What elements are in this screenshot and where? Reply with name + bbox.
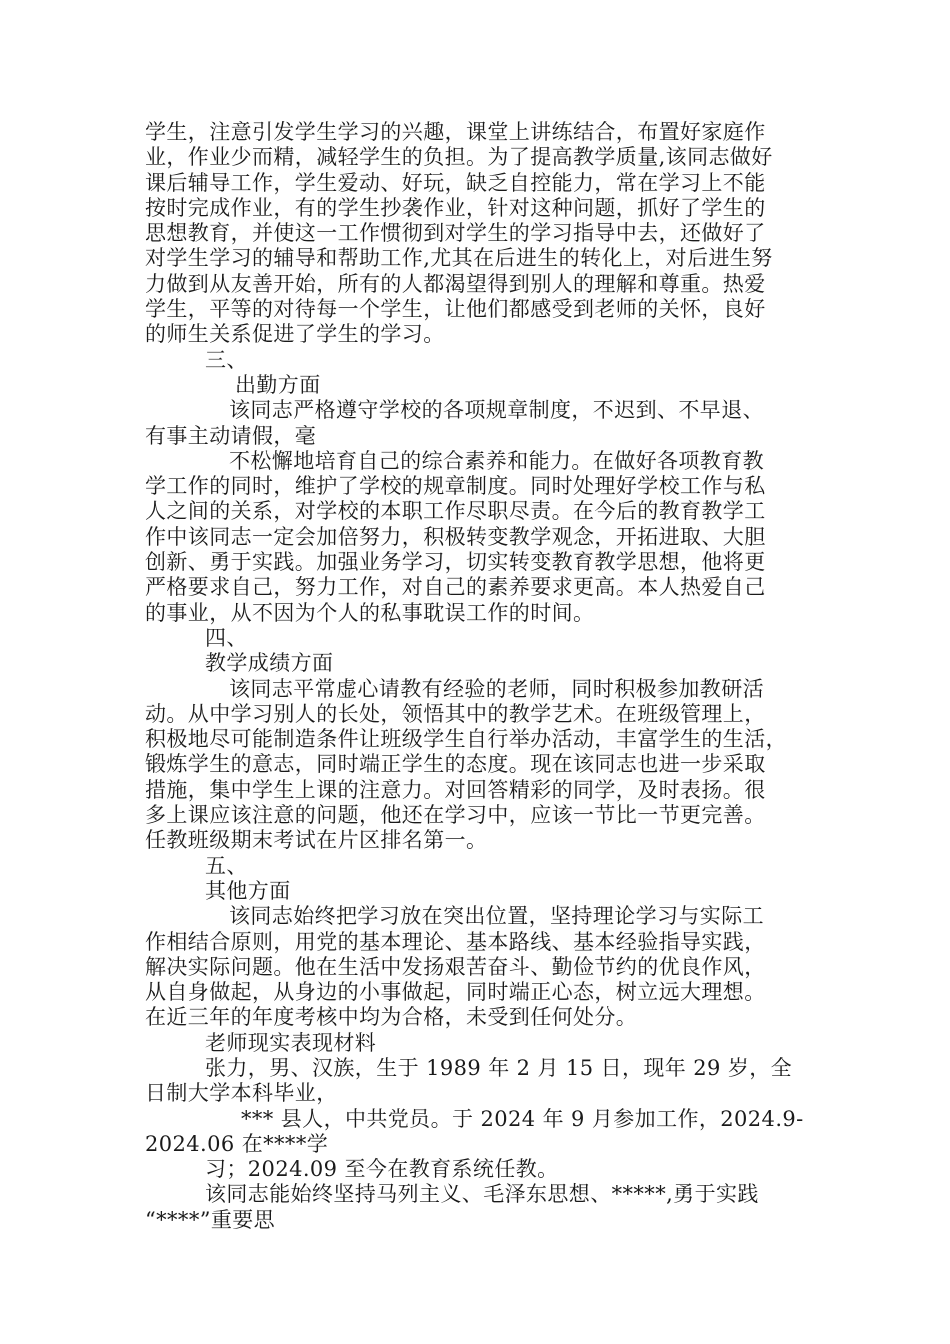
text-line: 对学生学习的辅导和帮助工作,尤其在后进生的转化上，对后进生努 [145, 246, 773, 271]
text-line: 2024.06 在****学 [145, 1131, 329, 1156]
text-line: 锻炼学生的意志，同时端正学生的态度。现在该同志也进一步采取 [145, 752, 766, 777]
text-line: 力做到从友善开始，所有的人都渴望得到别人的理解和尊重。热爱 [145, 271, 766, 296]
text-line: 动。从中学习别人的长处，领悟其中的教学艺术。在班级管理上， [145, 701, 766, 726]
text-line: 多上课应该注意的问题，他还在学习中，应该一节比一节更完善。 [145, 803, 766, 828]
text-line: 的师生关系促进了学生的学习。 [145, 322, 445, 347]
text-line: 该同志严格遵守学校的各项规章制度，不迟到、不早退、 [229, 398, 764, 423]
section-number: 五、 [205, 853, 248, 878]
text-line: 学生，平等的对待每一个学生，让他们都感受到老师的关怀，良好 [145, 297, 766, 322]
text-line: 任教班级期末考试在片区排名第一。 [145, 828, 488, 853]
text-line: 该同志平常虚心请教有经验的老师，同时积极参加教研活 [229, 676, 764, 701]
text-line: 严格要求自己，努力工作，对自己的素养要求更高。本人热爱自己 [145, 575, 766, 600]
section-heading: 出勤方面 [235, 372, 321, 397]
text-line: 该同志始终把学习放在突出位置，坚持理论学习与实际工 [229, 904, 764, 929]
text-line: 作中该同志一定会加倍努力，积极转变教学观念，开拓进取、大胆 [145, 524, 766, 549]
text-line: 按时完成作业，有的学生抄袭作业，针对这种问题，抓好了学生的 [145, 195, 766, 220]
text-line: 不松懈地培育自己的综合素养和能力。在做好各项教育教 [229, 448, 764, 473]
text-line: 有事主动请假，毫 [145, 423, 317, 448]
text-line: 作相结合原则，用党的基本理论、基本路线、基本经验指导实践， [145, 929, 766, 954]
text-line: 习；2024.09 至今在教育系统任教。 [205, 1157, 559, 1182]
section-number: 三、 [205, 347, 248, 372]
section-heading: 其他方面 [205, 878, 291, 903]
text-line: 创新、勇于实践。加强业务学习，切实转变教育教学思想，他将更 [145, 550, 766, 575]
text-line: 措施，集中学生上课的注意力。对回答精彩的同学，及时表扬。很 [145, 777, 766, 802]
text-line: 该同志能始终坚持马列主义、毛泽东思想、*****,勇于实践 [205, 1182, 759, 1207]
text-line: 思想教育，并使这一工作惯彻到对学生的学习指导中去，还做好了 [145, 221, 766, 246]
text-line: 解决实际问题。他在生活中发扬艰苦奋斗、勤俭节约的优良作风， [145, 954, 766, 979]
section-number: 四、 [205, 625, 248, 650]
text-line: 在近三年的年度考核中均为合格，未受到任何处分。 [145, 1005, 638, 1030]
text-line: 学生，注意引发学生学习的兴趣，课堂上讲练结合，布置好家庭作 [145, 120, 766, 144]
text-line: 日制大学本科毕业， [145, 1081, 338, 1106]
text-line: 从自身做起，从身边的小事做起，同时端正心态，树立远大理想。 [145, 980, 766, 1005]
text-line: *** 县人，中共党员。于 2024 年 9 月参加工作，2024.9- [241, 1106, 804, 1131]
document-subtitle: 老师现实表现材料 [205, 1030, 377, 1055]
text-line: 学工作的同时，维护了学校的规章制度。同时处理好学校工作与私 [145, 474, 766, 499]
text-line: 的事业，从不因为个人的私事耽误工作的时间。 [145, 600, 595, 625]
text-line: 积极地尽可能制造条件让班级学生自行举办活动，丰富学生的生活， [145, 727, 787, 752]
section-heading: 教学成绩方面 [205, 651, 334, 676]
text-line: 课后辅导工作，学生爱动、好玩，缺乏自控能力，常在学习上不能 [145, 170, 766, 195]
text-line: 张力，男、汉族，生于 1989 年 2 月 15 日，现年 29 岁，全 [205, 1055, 793, 1080]
document-body [145, 120, 815, 1233]
text-line: 人之间的关系，对学校的本职工作尽职尽责。在今后的教育教学工 [145, 499, 766, 524]
text-line: “****”重要思 [145, 1207, 276, 1232]
text-line: 业，作业少而精，减轻学生的负担。为了提高教学质量,该同志做好 [145, 145, 773, 170]
